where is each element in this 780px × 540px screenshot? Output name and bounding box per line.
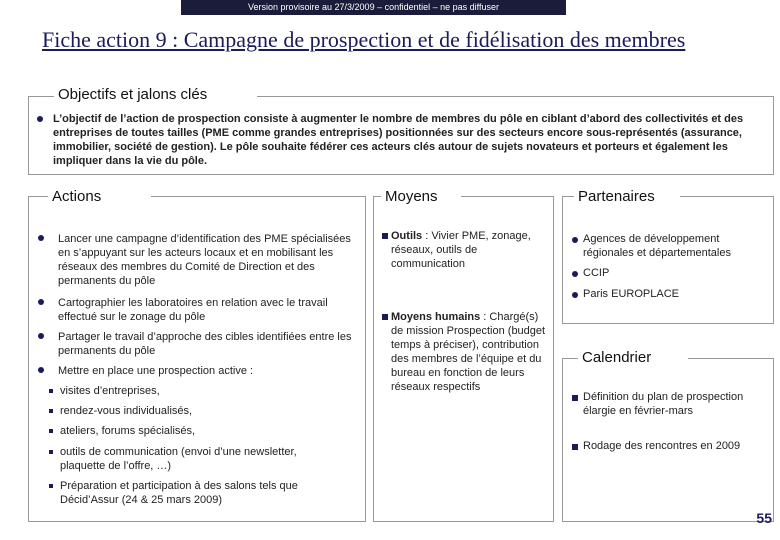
- calendar-item: Rodage des rencontres en 2009: [583, 440, 741, 452]
- action-subitem: outils de communication (envoi d’une newsletter, plaquette de l’offre, …): [60, 446, 297, 472]
- partner-item: Paris EUROPLACE: [583, 288, 679, 300]
- bullet-square-icon: [382, 314, 388, 320]
- action-subitem: visites d’entreprises,: [60, 385, 160, 397]
- action-item: Lancer une campagne d’identification des PME spécialisées en s’appuyant sur les acteurs locaux et en mobilisant les réseaux des membres du Comité de Direction et des permanents du pôle: [58, 233, 351, 287]
- action-item: Mettre en place une prospection active :: [58, 365, 254, 377]
- humains-text: : Chargé(s) de mission Prospection (budget temps à préciser), contribution des membres de l’équipe et du bureau en fonction de leurs réseaux respectifs: [391, 311, 546, 393]
- partner-item: Agences de développement régionales et départementales: [583, 233, 731, 259]
- calendar-item: Définition du plan de prospection élargie en février-mars: [583, 391, 744, 417]
- action-subitem: Préparation et participation à des salons tels que Décid’Assur (24 & 25 mars 2009): [60, 480, 298, 506]
- bullet-square-icon: [49, 389, 53, 393]
- bullet-square-icon: [49, 409, 53, 413]
- calendrier-legend: Calendrier: [578, 349, 688, 367]
- bullet-dot-icon: [38, 367, 44, 373]
- partner-item: CCIP: [583, 267, 610, 279]
- humains-label: Moyens humains: [391, 311, 481, 323]
- bullet-square-icon: [572, 444, 578, 450]
- actions-legend: Actions: [48, 188, 151, 206]
- confidential-banner: Version provisoire au 27/3/2009 – confidentiel – ne pas diffuser: [181, 0, 566, 15]
- outils-text: : Vivier PME, zonage, réseaux, outils de communication: [391, 230, 531, 270]
- objectives-text: L’objectif de l’action de prospection consiste à augmenter le nombre de membres du pôle en ciblant d’abord des collectivités et des entreprises de toutes tailles (PME comme grandes entreprises) positionnées sur des secteurs encore sous-représentés (assurance, immobilier, société de gestion). Le pôle souhaite fédérer ces acteurs clés autour de sujets novateurs et porteurs et également les impliquer dans la vie du pôle.: [53, 113, 744, 167]
- bullet-dot-icon: [38, 235, 44, 241]
- bullet-dot-icon: [38, 333, 44, 339]
- partenaires-legend: Partenaires: [574, 188, 680, 206]
- action-subitem: ateliers, forums spécialisés,: [60, 425, 196, 437]
- bullet-square-icon: [382, 233, 388, 239]
- bullet-dot-icon: [572, 271, 578, 277]
- bullet-square-icon: [49, 484, 53, 488]
- action-subitem: rendez-vous individualisés,: [60, 405, 193, 417]
- moyens-outils: [391, 229, 551, 271]
- objectives-legend: Objectifs et jalons clés: [54, 86, 257, 104]
- outils-label: Outils: [391, 230, 423, 242]
- page-title: Fiche action 9 : Campagne de prospection et de fidélisation des membres: [42, 27, 686, 52]
- bullet-dot-icon: [572, 292, 578, 298]
- bullet-dot-icon: [38, 299, 44, 305]
- action-item: Cartographier les laboratoires en relation avec le travail effectué sur le zonage du pôle: [58, 297, 328, 323]
- partenaires-panel: [562, 196, 774, 324]
- action-item: Partager le travail d’approche des cibles identifiées entre les permanents du pôle: [58, 331, 352, 357]
- bullet-square-icon: [49, 429, 53, 433]
- page-number: 55: [756, 510, 772, 526]
- bullet-dot-icon: [37, 116, 43, 122]
- bullet-dot-icon: [572, 237, 578, 243]
- bullet-square-icon: [572, 395, 578, 401]
- moyens-legend: Moyens: [381, 188, 461, 206]
- moyens-humains: [391, 310, 547, 394]
- bullet-square-icon: [49, 450, 53, 454]
